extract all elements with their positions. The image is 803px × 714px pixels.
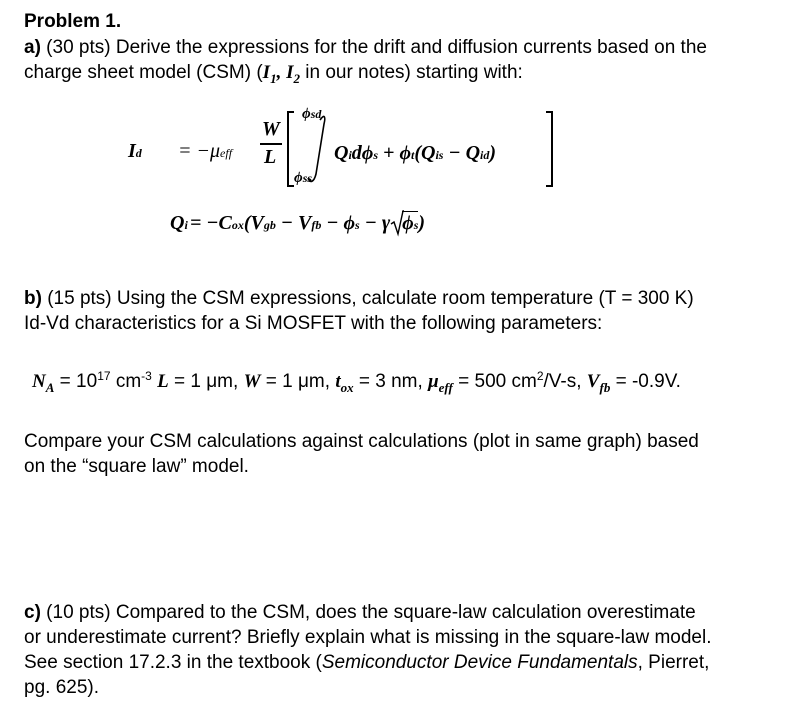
na-value: = 10 [54,371,98,392]
part-b-line-2: Id-Vd characteristics for a Si MOSFET with the following parameters: [24,313,603,334]
i1-sub: 1 [270,71,277,86]
part-c-label: c) [24,602,41,623]
part-a-text-1: (30 pts) Derive the expressions for the drift and diffusion currents based on the [40,37,707,58]
na-sub: A [45,380,55,395]
i1-symbol: I [262,62,271,83]
parameters-line [32,364,681,400]
na-unit-exp: -3 [141,369,152,383]
w-value: = 1 μm, [260,371,336,392]
part-b-line-1 [24,287,694,311]
vfb-symbol: V [586,371,600,392]
part-c-line-3 [24,651,709,675]
part-a-line-1 [24,36,707,60]
compare-line-2: on the “square law” model. [24,456,249,477]
eq1-num: W [262,118,280,140]
eq1-den: L [264,146,277,168]
mu-sub: eff [438,380,453,395]
i2-sub: 2 [293,71,300,86]
part-c-line-4: pg. 625). [24,677,99,698]
sqrt-icon [390,210,404,238]
mu-value: = 500 cm [452,371,537,392]
eq2-rhs: = −Cox(Vgb − Vfb − ϕs − γ ϕs) [190,212,425,235]
tox-symbol: t [335,371,341,392]
tox-value: = 3 nm, [353,371,429,392]
fraction-bar [260,143,282,145]
tox-sub: ox [340,380,354,395]
part-a-label: a) [24,37,41,58]
eq1-lower-limit: ϕss [294,170,313,186]
part-c-text-3b: , Pierret, [637,652,710,673]
part-a-line-2 [24,61,523,91]
part-c-line-2: or underestimate current? Briefly explain what is missing in the square-law model. [24,627,712,648]
part-c-text-1: (10 pts) Compared to the CSM, does the square-law calculation overestimate [40,602,696,623]
mu-symbol: μ [428,371,439,392]
part-b-text-1: (15 pts) Using the CSM expressions, calculate room temperature (T = 300 K) [41,288,694,309]
compare-line-1: Compare your CSM calculations against calculations (plot in same graph) based [24,431,699,452]
l-value: = 1 μm, [168,371,244,392]
na-exp: 17 [97,369,111,383]
vfb-value: = -0.9V. [610,371,681,392]
na-unit: cm [110,371,142,392]
eq1-equals: = −μeff [178,140,233,162]
part-c-line-1 [24,601,696,625]
eq1-upper-limit: ϕsd [302,106,322,122]
vfb-sub: fb [599,380,611,395]
w-symbol: W [243,371,261,392]
problem-title: Problem 1. [24,11,122,32]
eq1-lhs: Id [128,140,142,162]
l-symbol: L [157,371,169,392]
book-title: Semiconductor Device Fundamentals [321,652,638,673]
part-b-label: b) [24,288,42,309]
mu-unit: /V-s, [543,371,587,392]
eq1-integrand: Qidϕs + ϕt(Qis − Qid) [334,142,497,164]
part-a-text-2a: charge sheet model (CSM) ( [24,62,263,83]
part-a-text-2b: in our notes) starting with: [299,62,523,83]
comma: , [276,62,287,83]
eq2-lhs: Qi [170,212,188,234]
part-c-text-3a: See section 17.2.3 in the textbook ( [24,652,322,673]
mu-exp: 2 [536,369,544,383]
na-symbol: N [32,371,46,392]
i2-symbol: I [286,62,294,83]
